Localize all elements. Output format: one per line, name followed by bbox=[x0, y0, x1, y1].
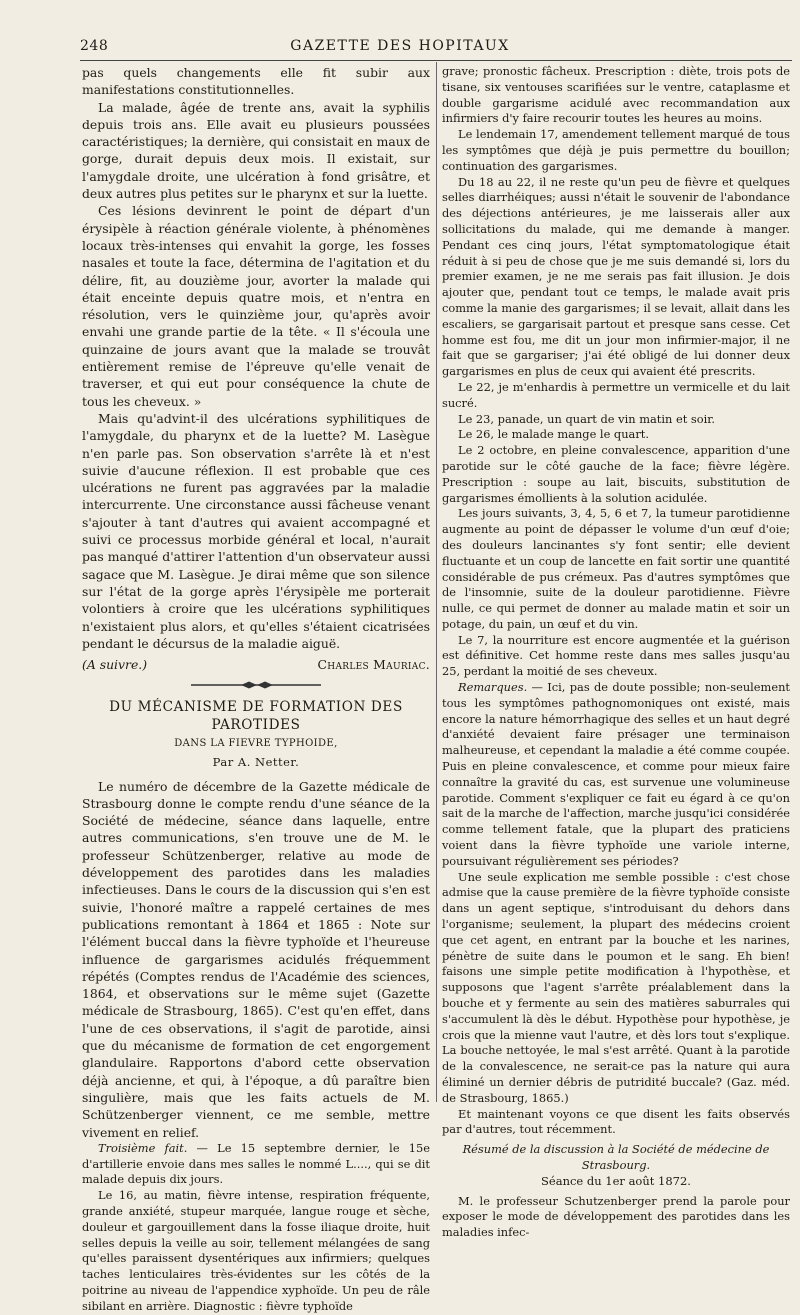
ornament-divider-icon bbox=[191, 681, 321, 689]
remarks-text: — Ici, pas de doute possible; non-seulement tous les symptômes pathognomoniques ont existé, mais encore la nature hémorrhagique des selles et un haut degré d'anxiété devaient faire présager une terminaison malheureuse, et cependant la maladie a été comme coupée. Puis en pleine convalescence, et comme pour mieux faire connaître la gravité du cas, est survenue une volumineuse parotide. Comment s'expliquer ce fait eu égard à ce qu'on sait de la marche de l'affection, marche jusqu'ici considérée comme tellement fatale, que la plupart des praticiens voient dans la fièvre typhoïde une variole interne, poursuivant régulièrement ses périodes? bbox=[442, 680, 790, 868]
case-text: — Le 15 septembre dernier, le 15e d'artillerie envoie dans mes salles le nommé L...., qui se dit malade depuis dix jours. bbox=[82, 1140, 430, 1187]
paragraph: pas quels changements elle fit subir aux manifestations constitutionnelles. bbox=[82, 65, 430, 98]
paragraph: Une seule explication me semble possible : c'est chose admise que la cause première de la fièvre typhoïde consiste dans un agent septique, s'introduisant du dehors dans l'organisme; seulement, la plupart des médecins croient que cet agent, en entrant par la bouche et les narines, pénètre de suite dans le poumon et le sang. Eh bien! faisons une simple petite modification à l'hypothèse, et supposons que l'agent s'arrête préalablement dans la bouche et y fermente au sein des matières saburrales qui s'accumulent là dès le début. Hypothèse pour hypothèse, je crois que la mienne vaut l'autre, et dès lors tout s'explique. La bouche nettoyée, le mal s'est arrêté. Quant à la parotide de la convalescence, ne serait-ce pas la nature qui aura éliminé un dernier débris de putridité buccale? (Gaz. méd. de Strasbourg, 1865.) bbox=[442, 869, 790, 1105]
case-title: Troisième fait. bbox=[98, 1140, 188, 1155]
paragraph: Ces lésions devinrent le point de départ d'un érysipèle à réaction générale violente, à phénomènes locaux très-intenses qui envahit la gorge, les fosses nasales et toute la face, détermina de l'agitation et du délire, fit, au douzième jour, avorter la malade qui était enceinte depuis quatre mois, et n'entra en résolution, vers le quinzième jour, qu'après avoir envahi une grande partie de la tête. « Il s'écoula une quinzaine de jours avant que la malade se trouvât entièrement remise de l'épreuve qu'elle venait de traverser, et qui eut pour conséquence la chute de tous les cheveux. » bbox=[82, 203, 430, 409]
paragraph: Le lendemain 17, amendement tellement marqué de tous les symptômes que déjà je puis permettre du bouillon; continuation des gargarismes. bbox=[442, 127, 790, 173]
paragraph: grave; pronostic fâcheux. Prescription : diète, trois pots de tisane, six ventouses scarifiées sur le ventre, cataplasme et double gargarisme acidulé avec recommandation aux infirmiers d'y faire recourir toutes les heures au moins. bbox=[442, 64, 790, 126]
header-rule bbox=[80, 60, 792, 61]
paragraph: La malade, âgée de trente ans, avait la syphilis depuis trois ans. Elle avait eu plusieurs poussées caractéristiques; la dernière, qui consistait en maux de gorge, durait depuis deux mois. Il existait, sur l'amygdale droite, une ulcération à fond grisâtre, et deux autres plus petites sur le pharynx et sur la luette. bbox=[82, 99, 430, 202]
paragraph: Le 7, la nourriture est encore augmentée et la guérison est définitive. Cet homme reste dans mes salles jusqu'au 25, perdant la moitié de ses cheveux. bbox=[442, 632, 790, 679]
remarks-label: Remarques. bbox=[458, 680, 528, 695]
left-column bbox=[82, 64, 430, 1313]
byline bbox=[82, 656, 430, 673]
continuation-note: (A suivre.) bbox=[82, 657, 148, 673]
page-number: 248 bbox=[80, 38, 109, 54]
paragraph: Le numéro de décembre de la Gazette médicale de Strasbourg donne le compte rendu d'une séance de la Société de médecine, séance dans laquelle, entre autres communications, s'en trouve une de M. le professeur Schützenberger, relative au mode de développement des parotides dans les maladies infectieuses. Dans le cours de la discussion qui s'en est suivie, l'honoré maître a rappelé certaines de mes publications remontant à 1864 et 1865 : Note sur l'élément buccal dans la fièvre typhoïde et l'heureuse influence de gargarismes acidulés fréquemment répétés (Comptes rendus de l'Académie des sciences, 1864, et observations sur le même sujet (Gazette médicale de Strasbourg, 1865). C'est qu'en effet, dans l'une de ces observations, il s'agit de parotide, ainsi que du mécanisme de formation de cet engorgement glandulaire. Rapportons d'abord cette observation déjà ancienne, et qui, à l'époque, a dû paraître bien singulière, mais que les faits actuels de M. Schützenberger viennent, ce me semble, mettre vivement en relief. bbox=[82, 778, 430, 1140]
paragraph: Les jours suivants, 3, 4, 5, 6 et 7, la tumeur parotidienne augmente au point de dépasser le volume d'un œuf d'oie; des douleurs lancinantes s'y font sentir; elle devient fluctuante et un coup de lancette en fait sortir une quantité considérable de pus crémeux. Pas d'autres symptômes que de l'insomnie, suite de la douleur parotidienne. Fièvre nulle, ce qui permet de donner au malade matin et soir un potage, du pain, un œuf et du vin. bbox=[442, 506, 790, 631]
paragraph: Mais qu'advint-il des ulcérations syphilitiques de l'amygdale, du pharynx et de la luette? M. Lasègue n'en parle pas. Son observation s'arrête là et n'est suivie d'aucune réflexion. Il est probable que ces ulcérations ne furent pas aggravées par la maladie intercurrente. Une circonstance aussi fâcheuse venant s'ajouter à tant d'autres qui avaient accompagné et suivi ce processus morbide général et local, n'aurait pas manqué d'attirer l'attention d'un observateur aussi sagace que M. Lasègue. Je dirai même que son silence sur l'état de la gorge après l'érysipèle me porterait volontiers à croire que les ulcérations syphilitiques n'existaient plus alors, et qu'elles s'étaient cicatrisées pendant le décursus de la maladie aiguë. bbox=[82, 410, 430, 651]
summary-date: Séance du 1er août 1872. bbox=[541, 1173, 691, 1188]
right-column bbox=[442, 64, 790, 1240]
case-paragraph bbox=[82, 1141, 430, 1188]
remarks-paragraph bbox=[442, 680, 790, 870]
summary-title: Résumé de la discussion à la Société de médecine de Strasbourg. bbox=[462, 1142, 770, 1172]
paragraph: Le 22, je m'enhardis à permettre un vermicelle et du lait sucré. bbox=[442, 379, 790, 410]
paragraph: Le 23, panade, un quart de vin matin et soir. bbox=[458, 411, 716, 426]
article-author: Par A. Netter. bbox=[212, 755, 300, 770]
article-title: DU MÉCANISME DE FORMATION DES PAROTIDES bbox=[109, 699, 403, 733]
paragraph: Le 26, le malade mange le quart. bbox=[458, 427, 649, 442]
paragraph: Du 18 au 22, il ne reste qu'un peu de fièvre et quelques selles diarrhéiques; aussi n'était le souvenir de l'abondance des déjections antérieures, je me laisserais aller aux sollicitations du malade, qui me demande à manger. Pendant ces cinq jours, l'état symptomatologique était réduit à si peu de chose que je me suis demandé si, lors du premier examen, je ne me serais pas fait illusion. Je dois ajouter que, pendant tout ce temps, le malade avait pris comme la manie des gargarismes; il se levait, allait dans les escaliers, se gargarisait partout et presque sans cesse. Cet homme est fou, me dit un jour mon infirmier-major, il ne fait que se gargariser; j'ai été obligé de lui donner deux gargarismes en plus de ceux qui avaient été prescrits. bbox=[442, 174, 790, 379]
paragraph: Le 16, au matin, fièvre intense, respiration fréquente, grande anxiété, stupeur marquée, langue rouge et sèche, douleur et gargouillement dans la fosse iliaque droite, huit selles depuis la veille au soir, tellement mélangées de sang qu'elles paraissent dysentériques aux infirmiers; quelques taches lenticulaires très-évidentes sur les côtés de la poitrine au niveau de l'appendice xyphoïde. Un peu de râle sibilant en arrière. Diagnostic : fièvre typhoïde bbox=[82, 1188, 430, 1313]
paragraph: M. le professeur Schutzenberger prend la parole pour exposer le mode de développement des parotides dans les maladies infec- bbox=[442, 1193, 790, 1240]
article-subtitle: DANS LA FIEVRE TYPHOIDE, bbox=[174, 737, 338, 749]
paragraph: Le 2 octobre, en pleine convalescence, apparition d'une parotide sur le côté gauche de la face; fièvre légère. Prescription : soupe au lait, biscuits, substitution de gargarismes émollients à la solution acidulée. bbox=[442, 443, 790, 505]
column-divider bbox=[436, 62, 437, 1102]
paragraph: Et maintenant voyons ce que disent les faits observés par d'autres, tout récemment. bbox=[442, 1106, 790, 1137]
article-author-signature: Charles Mauriac. bbox=[317, 657, 430, 673]
journal-title: GAZETTE DES HOPITAUX bbox=[290, 38, 510, 54]
